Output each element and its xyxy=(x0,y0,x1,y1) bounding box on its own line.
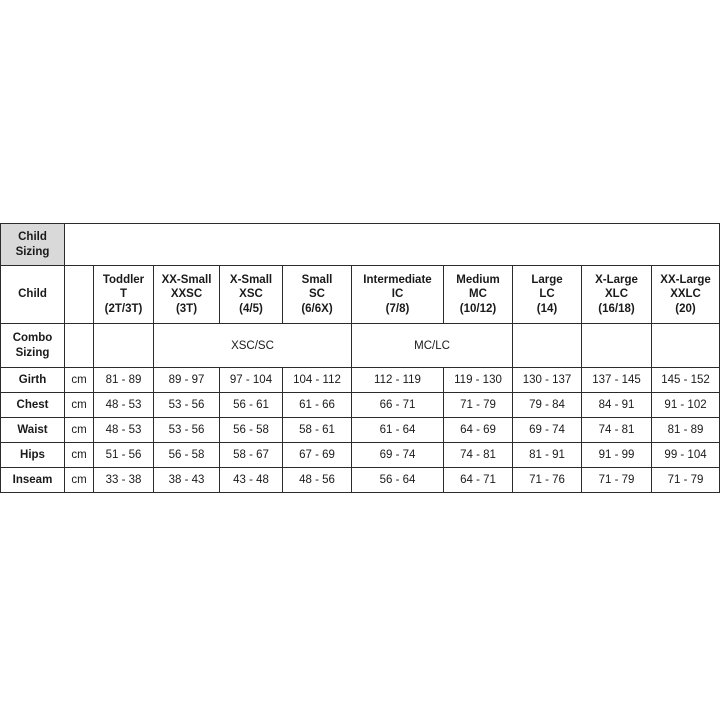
measurement-value: 81 - 89 xyxy=(652,418,720,443)
measurement-value: 74 - 81 xyxy=(444,443,513,468)
size-range: (7/8) xyxy=(385,302,410,315)
combo-blank xyxy=(513,324,582,368)
measurement-value: 56 - 58 xyxy=(220,418,283,443)
measurement-value: 64 - 71 xyxy=(444,468,513,493)
measurement-label: Waist xyxy=(1,418,65,443)
measurement-value: 69 - 74 xyxy=(352,443,444,468)
size-range: (4/5) xyxy=(239,302,263,315)
size-range: (14) xyxy=(536,302,558,315)
size-header-medium xyxy=(444,266,513,324)
combo-label-line: Combo xyxy=(12,332,53,344)
measurement-value: 71 - 79 xyxy=(652,468,720,493)
measurement-value: 74 - 81 xyxy=(582,418,652,443)
measurement-value: 81 - 91 xyxy=(513,443,582,468)
size-range: (16/18) xyxy=(598,302,635,315)
measurement-value: 69 - 74 xyxy=(513,418,582,443)
size-range: (6/6X) xyxy=(301,302,333,315)
measurement-value: 43 - 48 xyxy=(220,468,283,493)
measurement-value: 61 - 64 xyxy=(352,418,444,443)
measurement-unit: cm xyxy=(65,418,94,443)
combo-sizing-row xyxy=(1,324,720,368)
size-header-row xyxy=(1,266,720,324)
measurement-value: 67 - 69 xyxy=(283,443,352,468)
combo-blank xyxy=(582,324,652,368)
size-name: Small xyxy=(301,273,333,286)
measurement-row-hips xyxy=(1,443,720,468)
measurement-value: 56 - 64 xyxy=(352,468,444,493)
title-spacer xyxy=(65,224,720,266)
size-code: MC xyxy=(469,288,487,301)
combo-group-xsc-sc: XSC/SC xyxy=(154,324,352,368)
measurement-value: 71 - 79 xyxy=(444,393,513,418)
measurement-value: 61 - 66 xyxy=(283,393,352,418)
size-range: (10/12) xyxy=(459,302,497,315)
measurement-value: 53 - 56 xyxy=(154,393,220,418)
combo-blank xyxy=(652,324,720,368)
size-name: Large xyxy=(531,273,563,286)
size-header-toddler xyxy=(94,266,154,324)
measurement-row-inseam xyxy=(1,468,720,493)
measurement-value: 89 - 97 xyxy=(154,368,220,393)
measurement-unit: cm xyxy=(65,468,94,493)
measurement-value: 145 - 152 xyxy=(652,368,720,393)
size-header-x-small xyxy=(220,266,283,324)
measurement-value: 81 - 89 xyxy=(94,368,154,393)
measurement-unit: cm xyxy=(65,368,94,393)
size-code: IC xyxy=(391,288,404,301)
title-row xyxy=(1,224,720,266)
size-header-small xyxy=(283,266,352,324)
size-code: XLC xyxy=(605,288,628,301)
measurement-label: Girth xyxy=(1,368,65,393)
measurement-value: 99 - 104 xyxy=(652,443,720,468)
size-code: LC xyxy=(539,288,555,301)
measurement-value: 56 - 58 xyxy=(154,443,220,468)
combo-toddler-blank xyxy=(94,324,154,368)
measurement-value: 38 - 43 xyxy=(154,468,220,493)
measurement-value: 71 - 79 xyxy=(582,468,652,493)
measurement-value: 48 - 53 xyxy=(94,393,154,418)
size-code: SC xyxy=(309,288,325,301)
size-range: (20) xyxy=(675,302,696,315)
measurement-value: 48 - 53 xyxy=(94,418,154,443)
table-title xyxy=(1,224,65,266)
size-code: XXSC xyxy=(170,288,203,301)
measurement-value: 33 - 38 xyxy=(94,468,154,493)
measurement-value: 79 - 84 xyxy=(513,393,582,418)
measurement-value: 112 - 119 xyxy=(352,368,444,393)
size-code: T xyxy=(119,288,128,301)
measurement-value: 51 - 56 xyxy=(94,443,154,468)
size-code: XSC xyxy=(239,288,263,301)
size-name: XX-Small xyxy=(161,273,212,286)
measurement-label: Inseam xyxy=(1,468,65,493)
measurement-unit: cm xyxy=(65,393,94,418)
unit-header-blank xyxy=(65,266,94,324)
row-label-combo-sizing xyxy=(1,324,65,368)
measurement-value: 66 - 71 xyxy=(352,393,444,418)
measurement-value: 71 - 76 xyxy=(513,468,582,493)
size-header-intermediate xyxy=(352,266,444,324)
size-name: X-Small xyxy=(229,273,273,286)
table-title-line: Child xyxy=(18,230,47,243)
measurement-value: 48 - 56 xyxy=(283,468,352,493)
size-range: (3T) xyxy=(175,302,198,315)
measurement-value: 84 - 91 xyxy=(582,393,652,418)
measurement-value: 130 - 137 xyxy=(513,368,582,393)
combo-group-mc-lc: MC/LC xyxy=(352,324,513,368)
size-name: Intermediate xyxy=(363,273,432,286)
measurement-value: 91 - 102 xyxy=(652,393,720,418)
measurement-value: 91 - 99 xyxy=(582,443,652,468)
measurement-value: 97 - 104 xyxy=(220,368,283,393)
size-name: XX-Large xyxy=(660,273,711,286)
size-name: X-Large xyxy=(595,273,638,286)
measurement-row-waist xyxy=(1,418,720,443)
measurement-row-girth xyxy=(1,368,720,393)
measurement-value: 58 - 61 xyxy=(283,418,352,443)
size-header-large xyxy=(513,266,582,324)
size-range: (2T/3T) xyxy=(104,302,143,315)
measurement-value: 64 - 69 xyxy=(444,418,513,443)
measurement-label: Chest xyxy=(1,393,65,418)
table-title-line: Sizing xyxy=(15,245,50,258)
combo-label-line: Sizing xyxy=(15,346,50,359)
child-sizing-table xyxy=(0,223,720,493)
size-code: XXLC xyxy=(670,288,701,301)
size-name: Medium xyxy=(456,273,500,286)
size-header-xx-small xyxy=(154,266,220,324)
measurement-value: 58 - 67 xyxy=(220,443,283,468)
row-label-child: Child xyxy=(1,266,65,324)
measurement-value: 56 - 61 xyxy=(220,393,283,418)
measurement-value: 119 - 130 xyxy=(444,368,513,393)
size-header-xx-large xyxy=(652,266,720,324)
measurement-row-chest xyxy=(1,393,720,418)
measurement-unit: cm xyxy=(65,443,94,468)
size-header-x-large xyxy=(582,266,652,324)
measurement-value: 137 - 145 xyxy=(582,368,652,393)
measurement-value: 104 - 112 xyxy=(283,368,352,393)
size-name: Toddler xyxy=(102,273,145,286)
measurement-value: 53 - 56 xyxy=(154,418,220,443)
measurement-label: Hips xyxy=(1,443,65,468)
combo-unit-blank xyxy=(65,324,94,368)
